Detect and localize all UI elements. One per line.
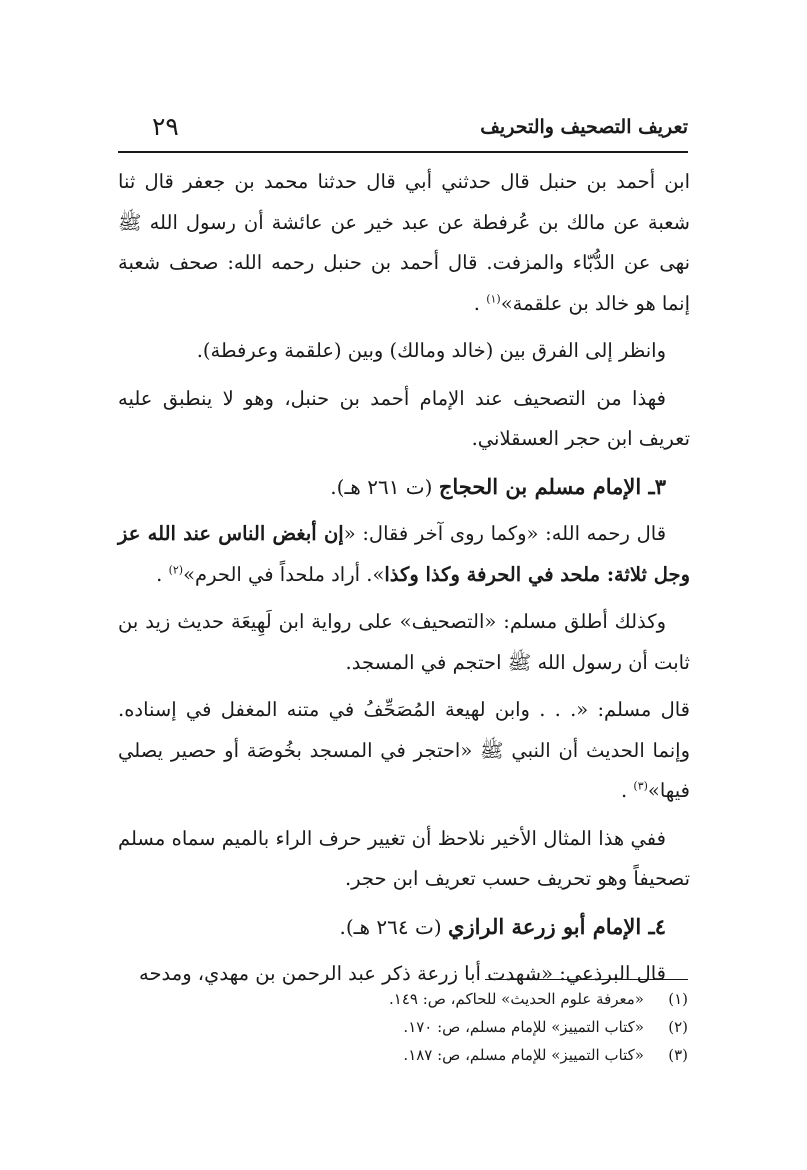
paragraph-ibn-lahia: وكذلك أطلق مسلم: «التصحيف» على رواية ابن لَهِيعَة حديث زيد بن ثابت أن رسول الله ﷺ احتجم في المسجد. [118, 610, 690, 674]
header-rule [118, 151, 688, 153]
page-number: ٢٩ [152, 112, 179, 141]
footnote-1 [118, 985, 688, 1013]
footnote-3 [118, 1041, 688, 1069]
running-title: تعريف التصحيف والتحريف [480, 116, 688, 138]
paragraph-text: قال مسلم: «. . . وابن لهيعة المُصَحِّفُ في متنه المغفل في إسناده. وإنما الحديث أن النبي ﷺ «احتجر في المسجد بخُوصَة أو حصير يصلي فيها» [118, 698, 690, 802]
footnote-text: «معرفة علوم الحديث» للحاكم، ص: ١٤٩. [388, 990, 644, 1008]
heading-date: (ت ٢٦١ هـ). [330, 474, 439, 499]
footnote-2 [118, 1013, 688, 1041]
main-text [118, 162, 690, 995]
paragraph-text-cont: ». أراد ملحداً في الحرم» [183, 562, 385, 586]
running-header [118, 112, 688, 148]
paragraph-end: . [621, 779, 634, 802]
paragraph-ahmad-conclusion: فهذا من التصحيف عند الإمام أحمد بن حنبل، وهو لا ينطبق عليه تعريف ابن حجر العسقلاني. [118, 386, 690, 450]
heading-name: ٣ـ الإمام مسلم بن الحجاج [438, 473, 666, 499]
footnote-number: (٣) [668, 1046, 688, 1064]
footnote-separator [485, 979, 688, 980]
footnote-ref-1: (١) [486, 292, 501, 305]
footnote-text: «كتاب التمييز» للإمام مسلم، ص: ١٨٧. [403, 1046, 644, 1064]
paragraph-last-example: ففي هذا المثال الأخير نلاحظ أن تغيير حرف الراء بالميم سماه مسلم تصحيفاً وهو تحريف حسب تعريف ابن حجر. [118, 826, 690, 890]
footnote-number: (٢) [668, 1018, 688, 1036]
footnote-text: «كتاب التمييز» للإمام مسلم، ص: ١٧٠. [403, 1018, 644, 1036]
footnote-ref-3: (٣) [633, 779, 648, 793]
footnote-ref-2: (٢) [168, 563, 184, 576]
footnotes [118, 985, 688, 1069]
paragraph-muslim-said [118, 690, 690, 812]
paragraph-muslim-quote [118, 514, 690, 595]
paragraph-ahmad-quote [118, 162, 690, 324]
heading-name: ٤ـ الإمام أبو زرعة الرازي [448, 913, 666, 939]
section-heading-muslim [118, 467, 690, 508]
paragraph-text: قال رحمه الله: «وكما روى آخر فقال: « [343, 522, 667, 545]
paragraph-text: ابن أحمد بن حنبل قال حدثني أبي قال حدثنا محمد بن جعفر قال ثنا شعبة عن مالك بن عُرفطة عن عبد خير عن عائشة أن رسول الله ﷺ نهى عن الدُّبّاء والمزفت. قال أحمد بن حنبل رحمه الله: صحف شعبة إنما هو خالد بن علقمة» [118, 170, 690, 315]
paragraph-end: . [473, 291, 487, 315]
paragraph-bardhai: قال البرذعي: «شهدت أبا زرعة ذكر عبد الرحمن بن مهدي، ومدحه [139, 962, 666, 985]
section-heading-abu-zura [118, 907, 690, 948]
paragraph-comparison: وانظر إلى الفرق بين (خالد ومالك) وبين (علقمة وعرفطة). [196, 339, 666, 362]
footnote-number: (١) [668, 990, 688, 1008]
bold-hadith-text: إن أبغض الناس عند الله عز وجل ثلاثة: ملحد في الحرفة وكذا وكذا [118, 522, 690, 586]
paragraph-end: . [156, 562, 169, 586]
heading-date: (ت ٢٦٤ هـ). [339, 914, 449, 939]
